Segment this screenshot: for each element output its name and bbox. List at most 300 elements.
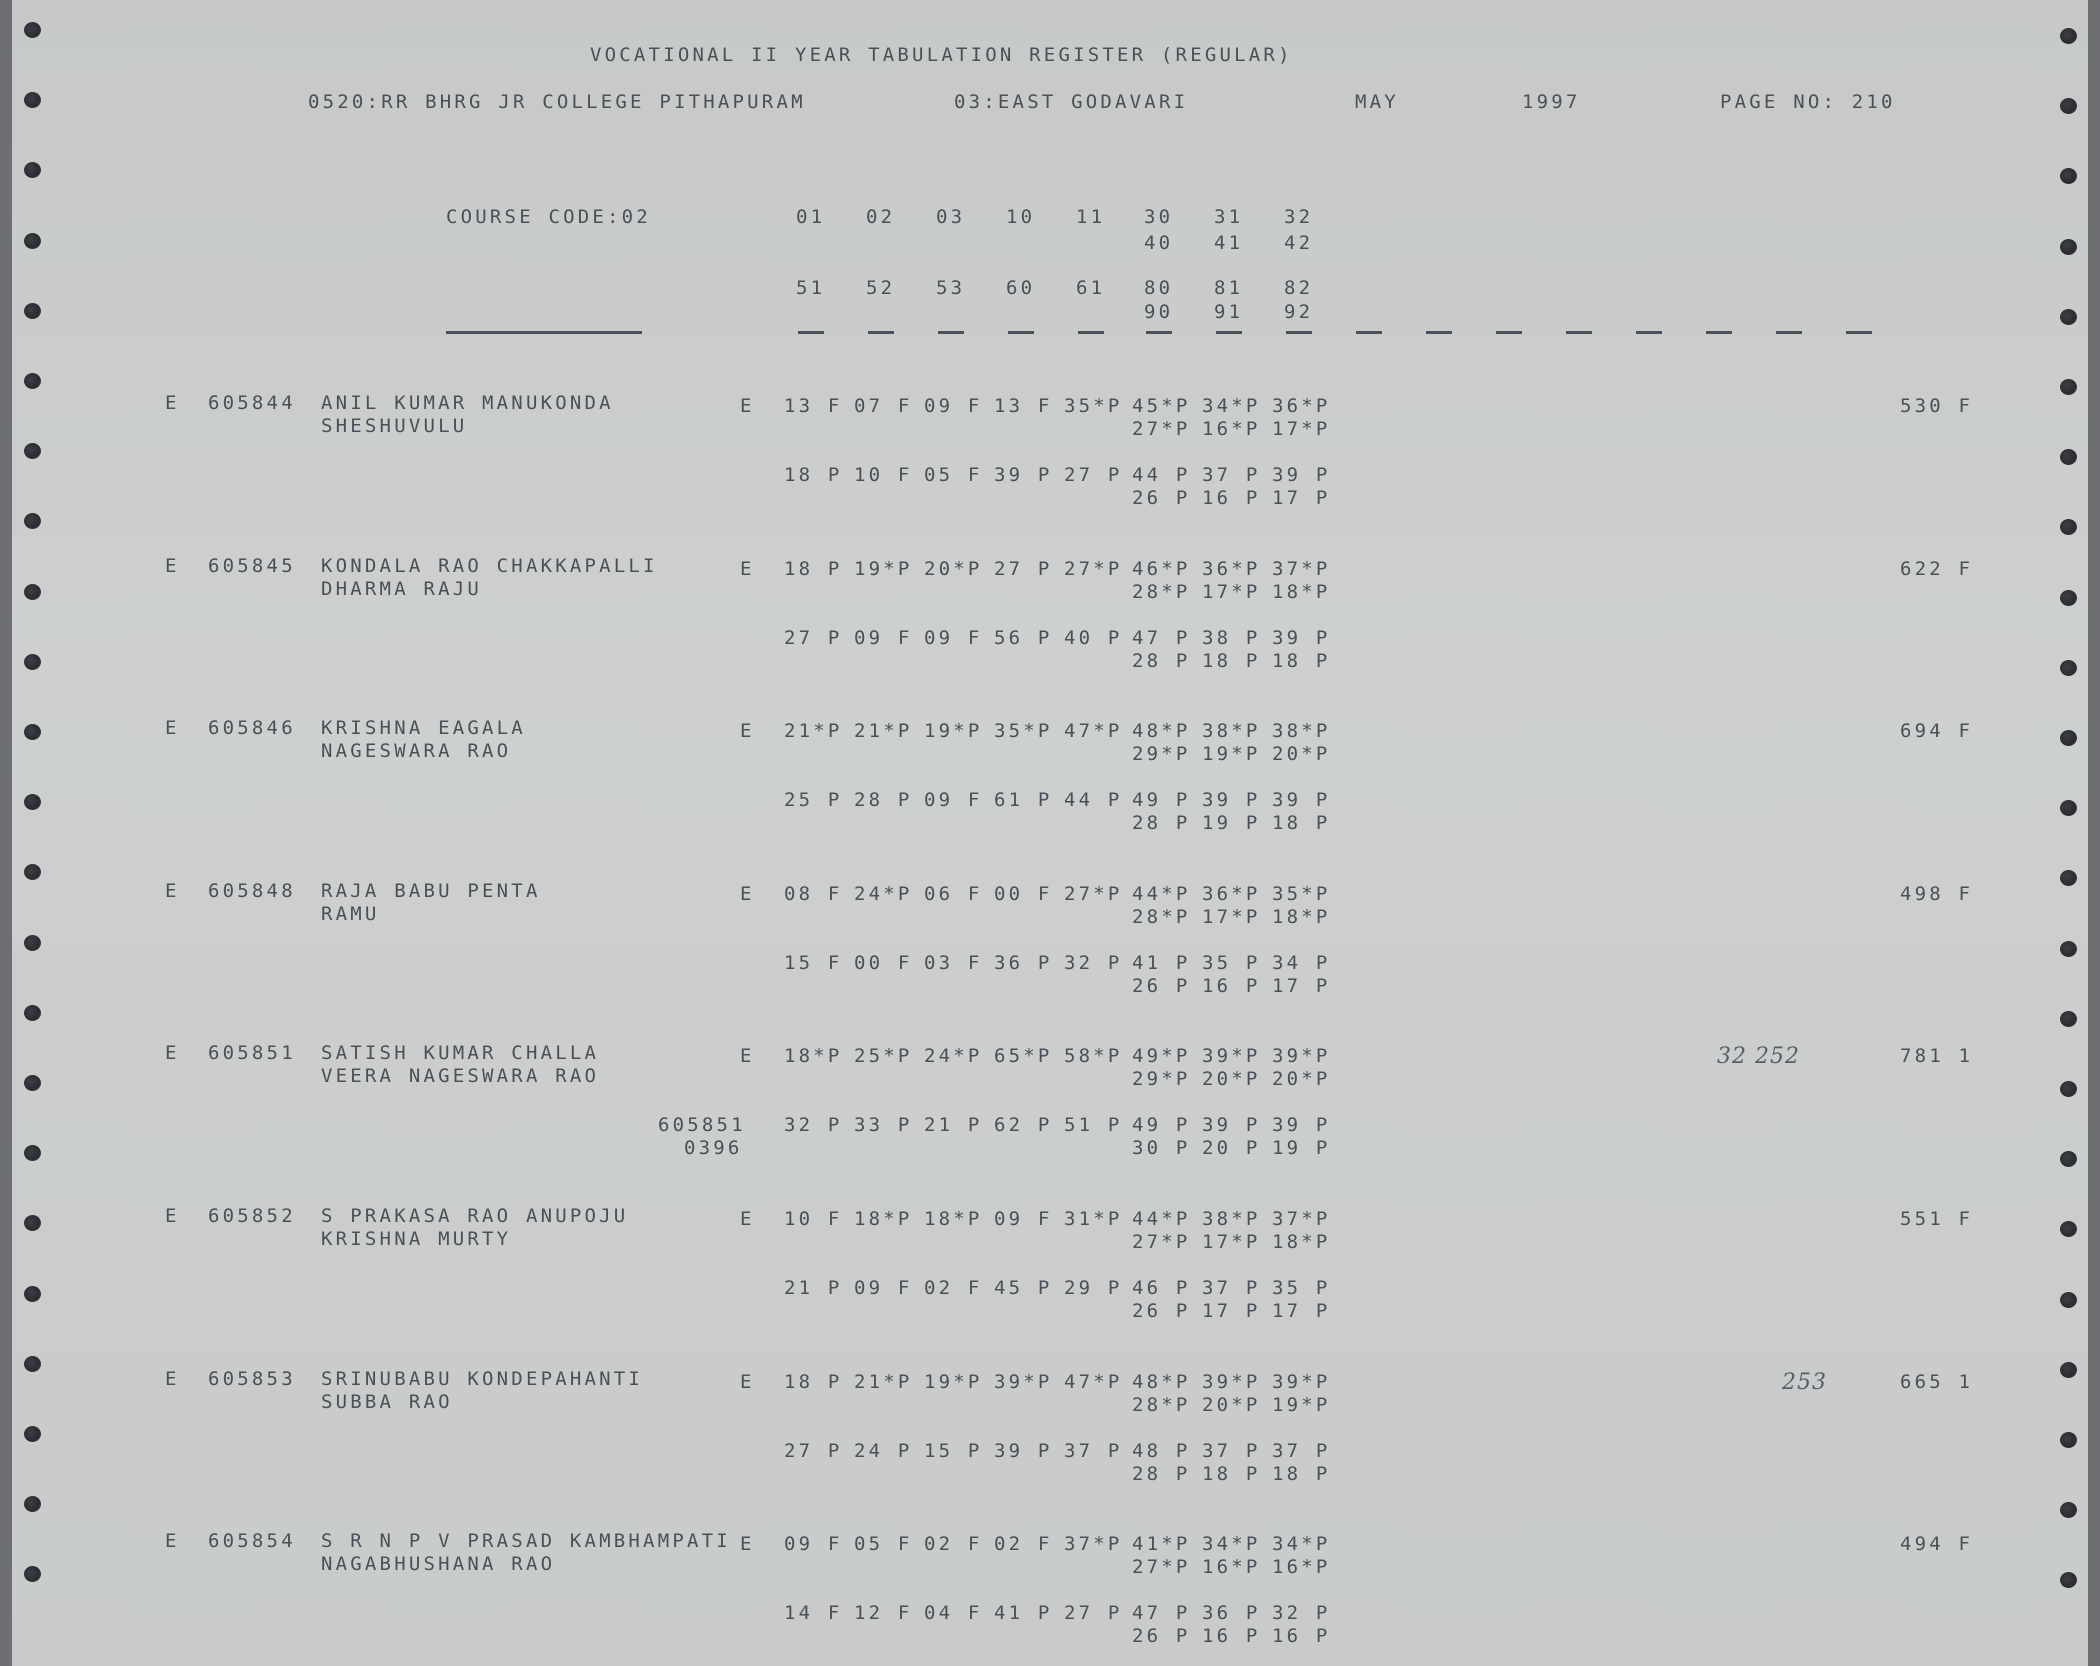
medium-code: E [740, 557, 755, 580]
mark-cell: 39*P [1202, 1045, 1261, 1068]
mark-cell: 05 F [924, 464, 983, 486]
tractor-hole [24, 162, 41, 178]
mark-cell: 00 F [854, 951, 913, 974]
father-name: SHESHUVULU [321, 415, 468, 437]
student-name: SATISH KUMAR CHALLA [321, 1042, 600, 1065]
subject-code: 82 [1284, 277, 1314, 299]
mark-cell: 39 P [1272, 1114, 1331, 1137]
mark-cell: 49 P [1132, 1114, 1191, 1137]
separator-dash [1426, 331, 1452, 334]
father-name: NAGESWARA RAO [321, 740, 512, 763]
subject-code: 01 [796, 206, 826, 228]
mark-cell: 29*P [1132, 1068, 1191, 1091]
subject-code: 60 [1006, 277, 1036, 299]
total-result: 665 1 [1900, 1370, 1974, 1393]
mark-cell: 32 P [1272, 1602, 1331, 1625]
subject-code: 40 [1144, 232, 1174, 254]
tractor-hole [24, 724, 41, 740]
mark-cell: 38*P [1272, 720, 1331, 743]
subject-code: 53 [936, 277, 966, 299]
mark-cell: 36*P [1202, 882, 1261, 905]
separator-dash [1776, 331, 1802, 334]
mark-cell: 14 F [784, 1602, 843, 1625]
mark-cell: 37*P [1272, 557, 1331, 580]
tractor-hole [24, 864, 41, 880]
college-name: 0520:RR BHRG JR COLLEGE PITHAPURAM [308, 91, 806, 113]
mark-cell: 28 P [1132, 649, 1191, 672]
mark-cell: 37 P [1202, 1439, 1261, 1462]
mark-cell: 28 P [854, 789, 913, 812]
hall-ticket-number: 605852 [208, 1205, 296, 1227]
tractor-hole [2060, 800, 2077, 816]
mark-cell: 17 P [1202, 1300, 1261, 1322]
medium-code: E [740, 1208, 755, 1230]
mark-cell: 27 P [994, 557, 1053, 580]
mark-cell: 37 P [1064, 1439, 1123, 1462]
mark-cell: 16*P [1272, 1556, 1331, 1579]
mark-cell: 19 P [1202, 812, 1261, 835]
tractor-hole [2060, 519, 2077, 535]
tractor-hole [2060, 941, 2077, 957]
father-name: KRISHNA MURTY [321, 1228, 512, 1250]
mark-cell: 20*P [924, 557, 983, 580]
mark-cell: 13 F [784, 395, 843, 417]
left-edge [0, 0, 12, 1666]
mark-cell: 18 P [1272, 1462, 1331, 1485]
mark-cell: 44 P [1132, 464, 1191, 486]
mark-cell: 48*P [1132, 720, 1191, 743]
record-mark: E [165, 1205, 180, 1227]
record-mark: E [165, 554, 180, 577]
mark-cell: 09 F [924, 789, 983, 812]
record-mark: E [165, 1367, 180, 1390]
mark-cell: 48*P [1132, 1370, 1191, 1393]
page-number: PAGE NO: 210 [1720, 91, 1896, 113]
total-result: 498 F [1900, 882, 1974, 905]
mark-cell: 20 P [1202, 1137, 1261, 1160]
mark-cell: 37*P [1272, 1208, 1331, 1230]
tractor-hole [24, 303, 41, 319]
tractor-hole [2060, 98, 2077, 114]
hall-ticket-number: 605848 [208, 879, 296, 902]
tractor-hole [24, 443, 41, 459]
mark-cell: 27*P [1064, 557, 1123, 580]
record-mark: E [165, 879, 180, 902]
mark-cell: 09 F [854, 626, 913, 649]
separator-dash [1146, 331, 1172, 334]
hall-ticket-number: 605844 [208, 392, 296, 414]
subject-code: 42 [1284, 232, 1314, 254]
mark-cell: 27 P [1064, 464, 1123, 486]
mark-cell: 00 F [994, 882, 1053, 905]
separator-dash [1356, 331, 1382, 334]
mark-cell: 24 P [854, 1439, 913, 1462]
tractor-hole [2060, 239, 2077, 255]
mark-cell: 61 P [994, 789, 1053, 812]
mark-cell: 18 P [1272, 812, 1331, 835]
mark-cell: 41 P [994, 1602, 1053, 1625]
separator-dash [1286, 331, 1312, 334]
mark-cell: 36 P [1202, 1602, 1261, 1625]
father-name: NAGABHUSHANA RAO [321, 1553, 556, 1576]
mark-cell: 48 P [1132, 1439, 1191, 1462]
tractor-hole [2060, 730, 2077, 746]
mark-cell: 28*P [1132, 580, 1191, 603]
mark-cell: 39 P [994, 464, 1053, 486]
mark-cell: 27 P [784, 626, 843, 649]
mark-cell: 19*P [1202, 743, 1261, 766]
tractor-hole [24, 1496, 41, 1512]
mark-cell: 19*P [924, 1370, 983, 1393]
mark-cell: 29*P [1132, 743, 1191, 766]
mark-cell: 39 P [994, 1439, 1053, 1462]
mark-cell: 18 P [1272, 649, 1331, 672]
mark-cell: 12 F [854, 1602, 913, 1625]
mark-cell: 39*P [1202, 1370, 1261, 1393]
subject-code: 31 [1214, 206, 1244, 228]
mark-cell: 26 P [1132, 974, 1191, 997]
mark-cell: 39 P [1272, 626, 1331, 649]
mark-cell: 35 P [1202, 951, 1261, 974]
tractor-hole [24, 92, 41, 108]
student-name: ANIL KUMAR MANUKONDA [321, 392, 614, 414]
mark-cell: 35*P [1272, 882, 1331, 905]
mark-cell: 18 P [784, 464, 843, 486]
mark-cell: 10 F [784, 1208, 843, 1230]
subject-code: 02 [866, 206, 896, 228]
mark-cell: 34*P [1202, 1533, 1261, 1556]
mark-cell: 15 F [784, 951, 843, 974]
mark-cell: 32 P [1064, 951, 1123, 974]
mark-cell: 18 P [1202, 1462, 1261, 1485]
mark-cell: 36*P [1272, 395, 1331, 417]
mark-cell: 35 P [1272, 1277, 1331, 1299]
mark-cell: 41 P [1132, 951, 1191, 974]
mark-cell: 15 P [924, 1439, 983, 1462]
mark-cell: 34*P [1202, 395, 1261, 417]
mark-cell: 03 F [924, 951, 983, 974]
mark-cell: 38*P [1202, 720, 1261, 743]
medium-code: E [740, 1045, 755, 1068]
mark-cell: 09 F [854, 1277, 913, 1299]
mark-cell: 16 P [1202, 1625, 1261, 1648]
total-result: 551 F [1900, 1208, 1974, 1230]
subject-code: 41 [1214, 232, 1244, 254]
mark-cell: 16 P [1202, 974, 1261, 997]
mark-cell: 17*P [1202, 905, 1261, 928]
hall-ticket-number: 605854 [208, 1530, 296, 1553]
mark-cell: 18 P [1202, 649, 1261, 672]
tractor-hole [24, 935, 41, 951]
tractor-hole [24, 1356, 41, 1372]
subject-code: 80 [1144, 277, 1174, 299]
hall-ticket-number: 605846 [208, 717, 296, 740]
mark-cell: 36*P [1202, 557, 1261, 580]
separator-dash [1078, 331, 1104, 334]
right-edge [2088, 0, 2100, 1666]
mark-cell: 07 F [854, 395, 913, 417]
student-name: S PRAKASA RAO ANUPOJU [321, 1205, 629, 1227]
tractor-hole [24, 513, 41, 529]
medium-code: E [740, 720, 755, 743]
mark-cell: 31*P [1064, 1208, 1123, 1230]
total-result: 781 1 [1900, 1045, 1974, 1068]
mark-cell: 39 P [1272, 464, 1331, 486]
mark-cell: 19 P [1272, 1137, 1331, 1160]
mark-cell: 21*P [854, 1370, 913, 1393]
mark-cell: 38*P [1202, 1208, 1261, 1230]
subject-code: 90 [1144, 301, 1174, 323]
total-result: 694 F [1900, 720, 1974, 743]
medium-code: E [740, 395, 755, 417]
total-result: 530 F [1900, 395, 1974, 417]
mark-cell: 09 F [924, 626, 983, 649]
register-title: VOCATIONAL II YEAR TABULATION REGISTER (REGULAR) [590, 44, 1293, 66]
exam-year: 1997 [1522, 91, 1581, 113]
mark-cell: 39 P [1202, 789, 1261, 812]
mark-cell: 20*P [1272, 1068, 1331, 1091]
tractor-hole [2060, 28, 2077, 44]
mark-cell: 18*P [1272, 905, 1331, 928]
mark-cell: 17*P [1202, 580, 1261, 603]
mark-cell: 46*P [1132, 557, 1191, 580]
mark-cell: 62 P [994, 1114, 1053, 1137]
tractor-hole [2060, 1502, 2077, 1518]
separator-dash [1216, 331, 1242, 334]
record-mark: E [165, 1042, 180, 1065]
medium-code: E [740, 1370, 755, 1393]
mark-cell: 34*P [1272, 1533, 1331, 1556]
mark-cell: 16 P [1202, 487, 1261, 509]
mark-cell: 26 P [1132, 1625, 1191, 1648]
record-mark: E [165, 1530, 180, 1553]
mark-cell: 27*P [1132, 1231, 1191, 1253]
mark-cell: 24*P [854, 882, 913, 905]
tractor-hole [2060, 1151, 2077, 1167]
father-name: SUBBA RAO [321, 1390, 453, 1413]
mark-cell: 21*P [784, 720, 843, 743]
mark-cell: 18*P [1272, 580, 1331, 603]
mark-cell: 17 P [1272, 487, 1331, 509]
mark-cell: 46 P [1132, 1277, 1191, 1299]
mark-cell: 08 F [784, 882, 843, 905]
mark-cell: 27*P [1132, 418, 1191, 440]
mark-cell: 47 P [1132, 626, 1191, 649]
hall-ticket-number: 605851 [208, 1042, 296, 1065]
subject-code: 51 [796, 277, 826, 299]
subject-code: 03 [936, 206, 966, 228]
student-name: RAJA BABU PENTA [321, 879, 541, 902]
tractor-hole [24, 1145, 41, 1161]
mark-cell: 28 P [1132, 1462, 1191, 1485]
mark-cell: 02 F [924, 1533, 983, 1556]
separator-dash [1846, 331, 1872, 334]
father-name: RAMU [321, 902, 380, 925]
tractor-hole [24, 233, 41, 249]
mark-cell: 10 F [854, 464, 913, 486]
mark-cell: 18*P [1272, 1231, 1331, 1253]
mark-cell: 24*P [924, 1045, 983, 1068]
district-name: 03:EAST GODAVARI [954, 91, 1189, 113]
separator-dash [1566, 331, 1592, 334]
mark-cell: 41*P [1132, 1533, 1191, 1556]
mark-cell: 17*P [1202, 1231, 1261, 1253]
tractor-hole [24, 1075, 41, 1091]
tractor-hole [24, 1215, 41, 1231]
mark-cell: 20*P [1202, 1393, 1261, 1416]
tractor-hole [24, 22, 41, 38]
mark-cell: 09 F [784, 1533, 843, 1556]
mark-cell: 30 P [1132, 1137, 1191, 1160]
mark-cell: 44*P [1132, 1208, 1191, 1230]
mark-cell: 33 P [854, 1114, 913, 1137]
mark-cell: 39 P [1202, 1114, 1261, 1137]
mark-cell: 58*P [1064, 1045, 1123, 1068]
tractor-hole [2060, 449, 2077, 465]
father-name: DHARMA RAJU [321, 577, 483, 600]
mark-cell: 02 F [924, 1277, 983, 1299]
mark-cell: 27 P [784, 1439, 843, 1462]
separator-dash [1008, 331, 1034, 334]
mark-cell: 35*P [1064, 395, 1123, 417]
mark-cell: 39*P [1272, 1370, 1331, 1393]
medium-code: E [740, 1533, 755, 1556]
subject-code: 32 [1284, 206, 1314, 228]
tractor-hole [2060, 1011, 2077, 1027]
tractor-hole [2060, 379, 2077, 395]
hall-ticket-number: 605845 [208, 554, 296, 577]
mark-cell: 05 F [854, 1533, 913, 1556]
tractor-hole [24, 584, 41, 600]
mark-cell: 56 P [994, 626, 1053, 649]
mark-cell: 45 P [994, 1277, 1053, 1299]
mark-cell: 16*P [1202, 1556, 1261, 1579]
mark-cell: 39 P [1272, 789, 1331, 812]
separator-dash [798, 331, 824, 334]
mark-cell: 39*P [1272, 1045, 1331, 1068]
mark-cell: 45*P [1132, 395, 1191, 417]
tractor-hole [2060, 1572, 2077, 1588]
mark-cell: 32 P [784, 1114, 843, 1137]
separator-dash [938, 331, 964, 334]
mark-cell: 09 F [994, 1208, 1053, 1230]
father-name: VEERA NAGESWARA RAO [321, 1065, 600, 1088]
tractor-hole [24, 1286, 41, 1302]
tractor-hole [24, 1426, 41, 1442]
mark-cell: 16 P [1272, 1625, 1331, 1648]
subject-code: 10 [1006, 206, 1036, 228]
record-mark: E [165, 392, 180, 414]
mark-cell: 47 P [1132, 1602, 1191, 1625]
mark-cell: 21 P [784, 1277, 843, 1299]
tractor-hole [2060, 1362, 2077, 1378]
mark-cell: 18*P [854, 1208, 913, 1230]
mark-cell: 39*P [994, 1370, 1053, 1393]
left-tractor-holes [14, 0, 54, 1666]
mark-cell: 38 P [1202, 626, 1261, 649]
mark-cell: 13 F [994, 395, 1053, 417]
mark-cell: 20*P [1202, 1068, 1261, 1091]
student-name: KRISHNA EAGALA [321, 717, 526, 740]
mark-cell: 17 P [1272, 1300, 1331, 1322]
handwritten-note: 253 [1782, 1369, 1827, 1395]
tractor-hole [24, 794, 41, 810]
tractor-hole [24, 654, 41, 670]
tractor-hole [2060, 1081, 2077, 1097]
reference-number: 0396 [684, 1137, 743, 1160]
hall-ticket-number: 605853 [208, 1367, 296, 1390]
mark-cell: 27 P [1064, 1602, 1123, 1625]
separator-dash [1496, 331, 1522, 334]
mark-cell: 51 P [1064, 1114, 1123, 1137]
mark-cell: 19*P [924, 720, 983, 743]
mark-cell: 17 P [1272, 974, 1331, 997]
total-result: 494 F [1900, 1533, 1974, 1556]
mark-cell: 47*P [1064, 1370, 1123, 1393]
mark-cell: 21*P [854, 720, 913, 743]
tractor-hole [24, 373, 41, 389]
exam-month: MAY [1355, 91, 1399, 113]
mark-cell: 09 F [924, 395, 983, 417]
mark-cell: 26 P [1132, 487, 1191, 509]
mark-cell: 18*P [784, 1045, 843, 1068]
subject-code: 52 [866, 277, 896, 299]
mark-cell: 17*P [1272, 418, 1331, 440]
mark-cell: 28*P [1132, 905, 1191, 928]
subject-code: 61 [1076, 277, 1106, 299]
mark-cell: 16*P [1202, 418, 1261, 440]
mark-cell: 47*P [1064, 720, 1123, 743]
mark-cell: 04 F [924, 1602, 983, 1625]
subject-code: 11 [1076, 206, 1106, 228]
mark-cell: 37*P [1064, 1533, 1123, 1556]
mark-cell: 40 P [1064, 626, 1123, 649]
mark-cell: 21 P [924, 1114, 983, 1137]
student-name: KONDALA RAO CHAKKAPALLI [321, 554, 658, 577]
mark-cell: 37 P [1202, 1277, 1261, 1299]
student-name: S R N P V PRASAD KAMBHAMPATI [321, 1530, 731, 1553]
mark-cell: 44 P [1064, 789, 1123, 812]
mark-cell: 37 P [1272, 1439, 1331, 1462]
tractor-hole [24, 1566, 41, 1582]
subject-code: 30 [1144, 206, 1174, 228]
separator-dash [1706, 331, 1732, 334]
tractor-hole [2060, 660, 2077, 676]
mark-cell: 25 P [784, 789, 843, 812]
subject-code: 91 [1214, 301, 1244, 323]
separator-dash [446, 331, 642, 334]
right-tractor-holes [2048, 0, 2088, 1666]
mark-cell: 44*P [1132, 882, 1191, 905]
mark-cell: 28 P [1132, 812, 1191, 835]
handwritten-note: 32 252 [1717, 1044, 1800, 1070]
mark-cell: 06 F [924, 882, 983, 905]
mark-cell: 28*P [1132, 1393, 1191, 1416]
subject-code: 81 [1214, 277, 1244, 299]
tractor-hole [2060, 168, 2077, 184]
tractor-hole [2060, 309, 2077, 325]
mark-cell: 49*P [1132, 1045, 1191, 1068]
mark-cell: 20*P [1272, 743, 1331, 766]
mark-cell: 29 P [1064, 1277, 1123, 1299]
mark-cell: 27*P [1132, 1556, 1191, 1579]
mark-cell: 19*P [1272, 1393, 1331, 1416]
mark-cell: 18 P [784, 1370, 843, 1393]
tractor-hole [2060, 1292, 2077, 1308]
medium-code: E [740, 882, 755, 905]
mark-cell: 34 P [1272, 951, 1331, 974]
mark-cell: 36 P [994, 951, 1053, 974]
